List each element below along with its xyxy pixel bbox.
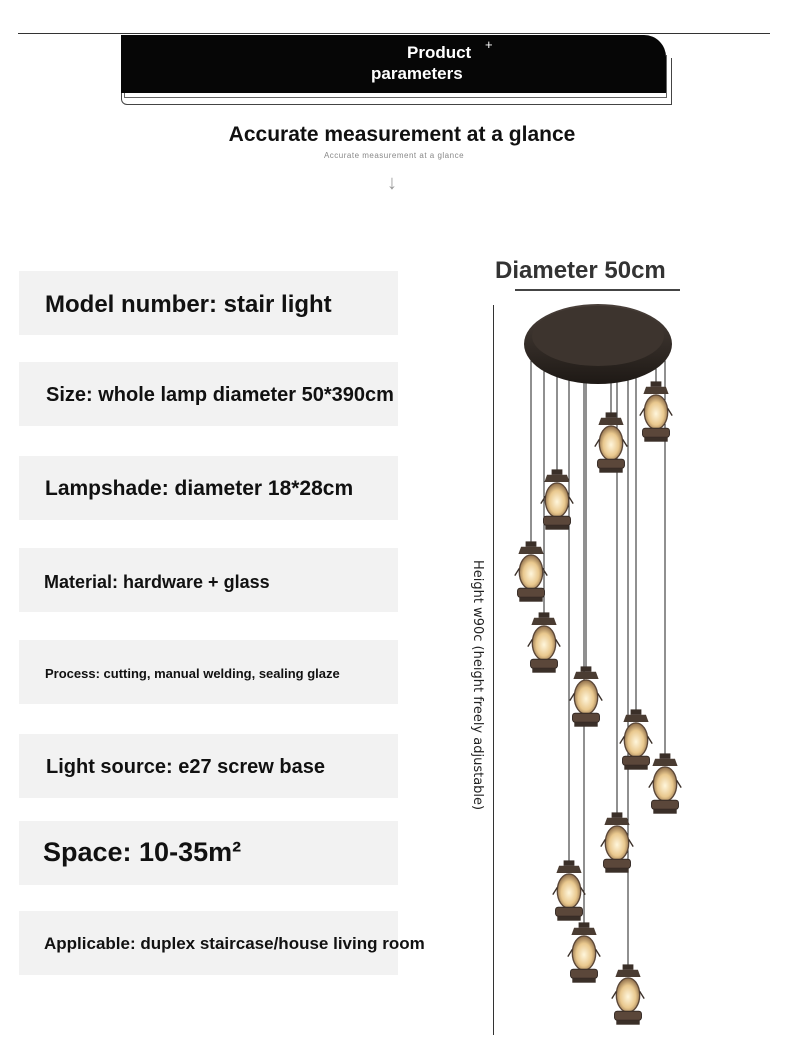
banner-title-line1: Product xyxy=(407,43,472,62)
lantern-1 xyxy=(640,381,672,441)
lantern-10 xyxy=(553,860,585,920)
banner-title-line2: parameters xyxy=(371,64,463,83)
headline: Accurate measurement at a glance xyxy=(228,123,576,146)
lantern-6 xyxy=(570,666,602,726)
lantern-3 xyxy=(541,469,573,529)
spec-row-size xyxy=(19,362,398,426)
spec-row-material xyxy=(19,548,398,612)
plus-icon: + xyxy=(485,37,493,52)
spec-space-text: Space: 10-35m² xyxy=(43,837,242,867)
top-rule xyxy=(18,33,770,34)
spec-row-process xyxy=(19,640,398,704)
height-dimension-line xyxy=(493,305,494,1035)
spec-row-model xyxy=(19,271,398,335)
lantern-11 xyxy=(568,922,600,982)
subheadline: Accurate measurement at a glance xyxy=(323,151,465,160)
spec-row-lampshade xyxy=(19,456,398,520)
spec-applicable-text: Applicable: duplex staircase/house living room xyxy=(44,934,425,953)
diameter-dimension-line xyxy=(515,289,680,291)
section-banner xyxy=(121,35,666,93)
spec-size-text: Size: whole lamp diameter 50*390cm xyxy=(46,384,394,406)
diameter-label: Diameter 50cm xyxy=(495,257,666,284)
spec-lampshade-text: Lampshade: diameter 18*28cm xyxy=(45,477,354,500)
spec-material-text: Material: hardware + glass xyxy=(44,572,270,592)
spec-row-applicable xyxy=(19,911,425,975)
spec-process-text: Process: cutting, manual welding, sealing glaze xyxy=(45,666,340,681)
lantern-4 xyxy=(515,541,547,601)
lantern-12 xyxy=(612,964,644,1024)
lantern-7 xyxy=(620,709,652,769)
spec-row-space xyxy=(19,821,398,885)
chandelier-illustration xyxy=(505,295,705,1035)
spec-light-source-text: Light source: e27 screw base xyxy=(46,756,326,778)
lantern-8 xyxy=(649,753,681,813)
lantern-5 xyxy=(528,612,560,672)
spec-model-text: Model number: stair light xyxy=(45,291,332,318)
arrow-down-icon: ↓ xyxy=(387,172,397,194)
spec-row-light-source xyxy=(19,734,398,798)
lantern-2 xyxy=(595,412,627,472)
height-label: Height w90c (height freely adjustable) xyxy=(470,560,485,811)
